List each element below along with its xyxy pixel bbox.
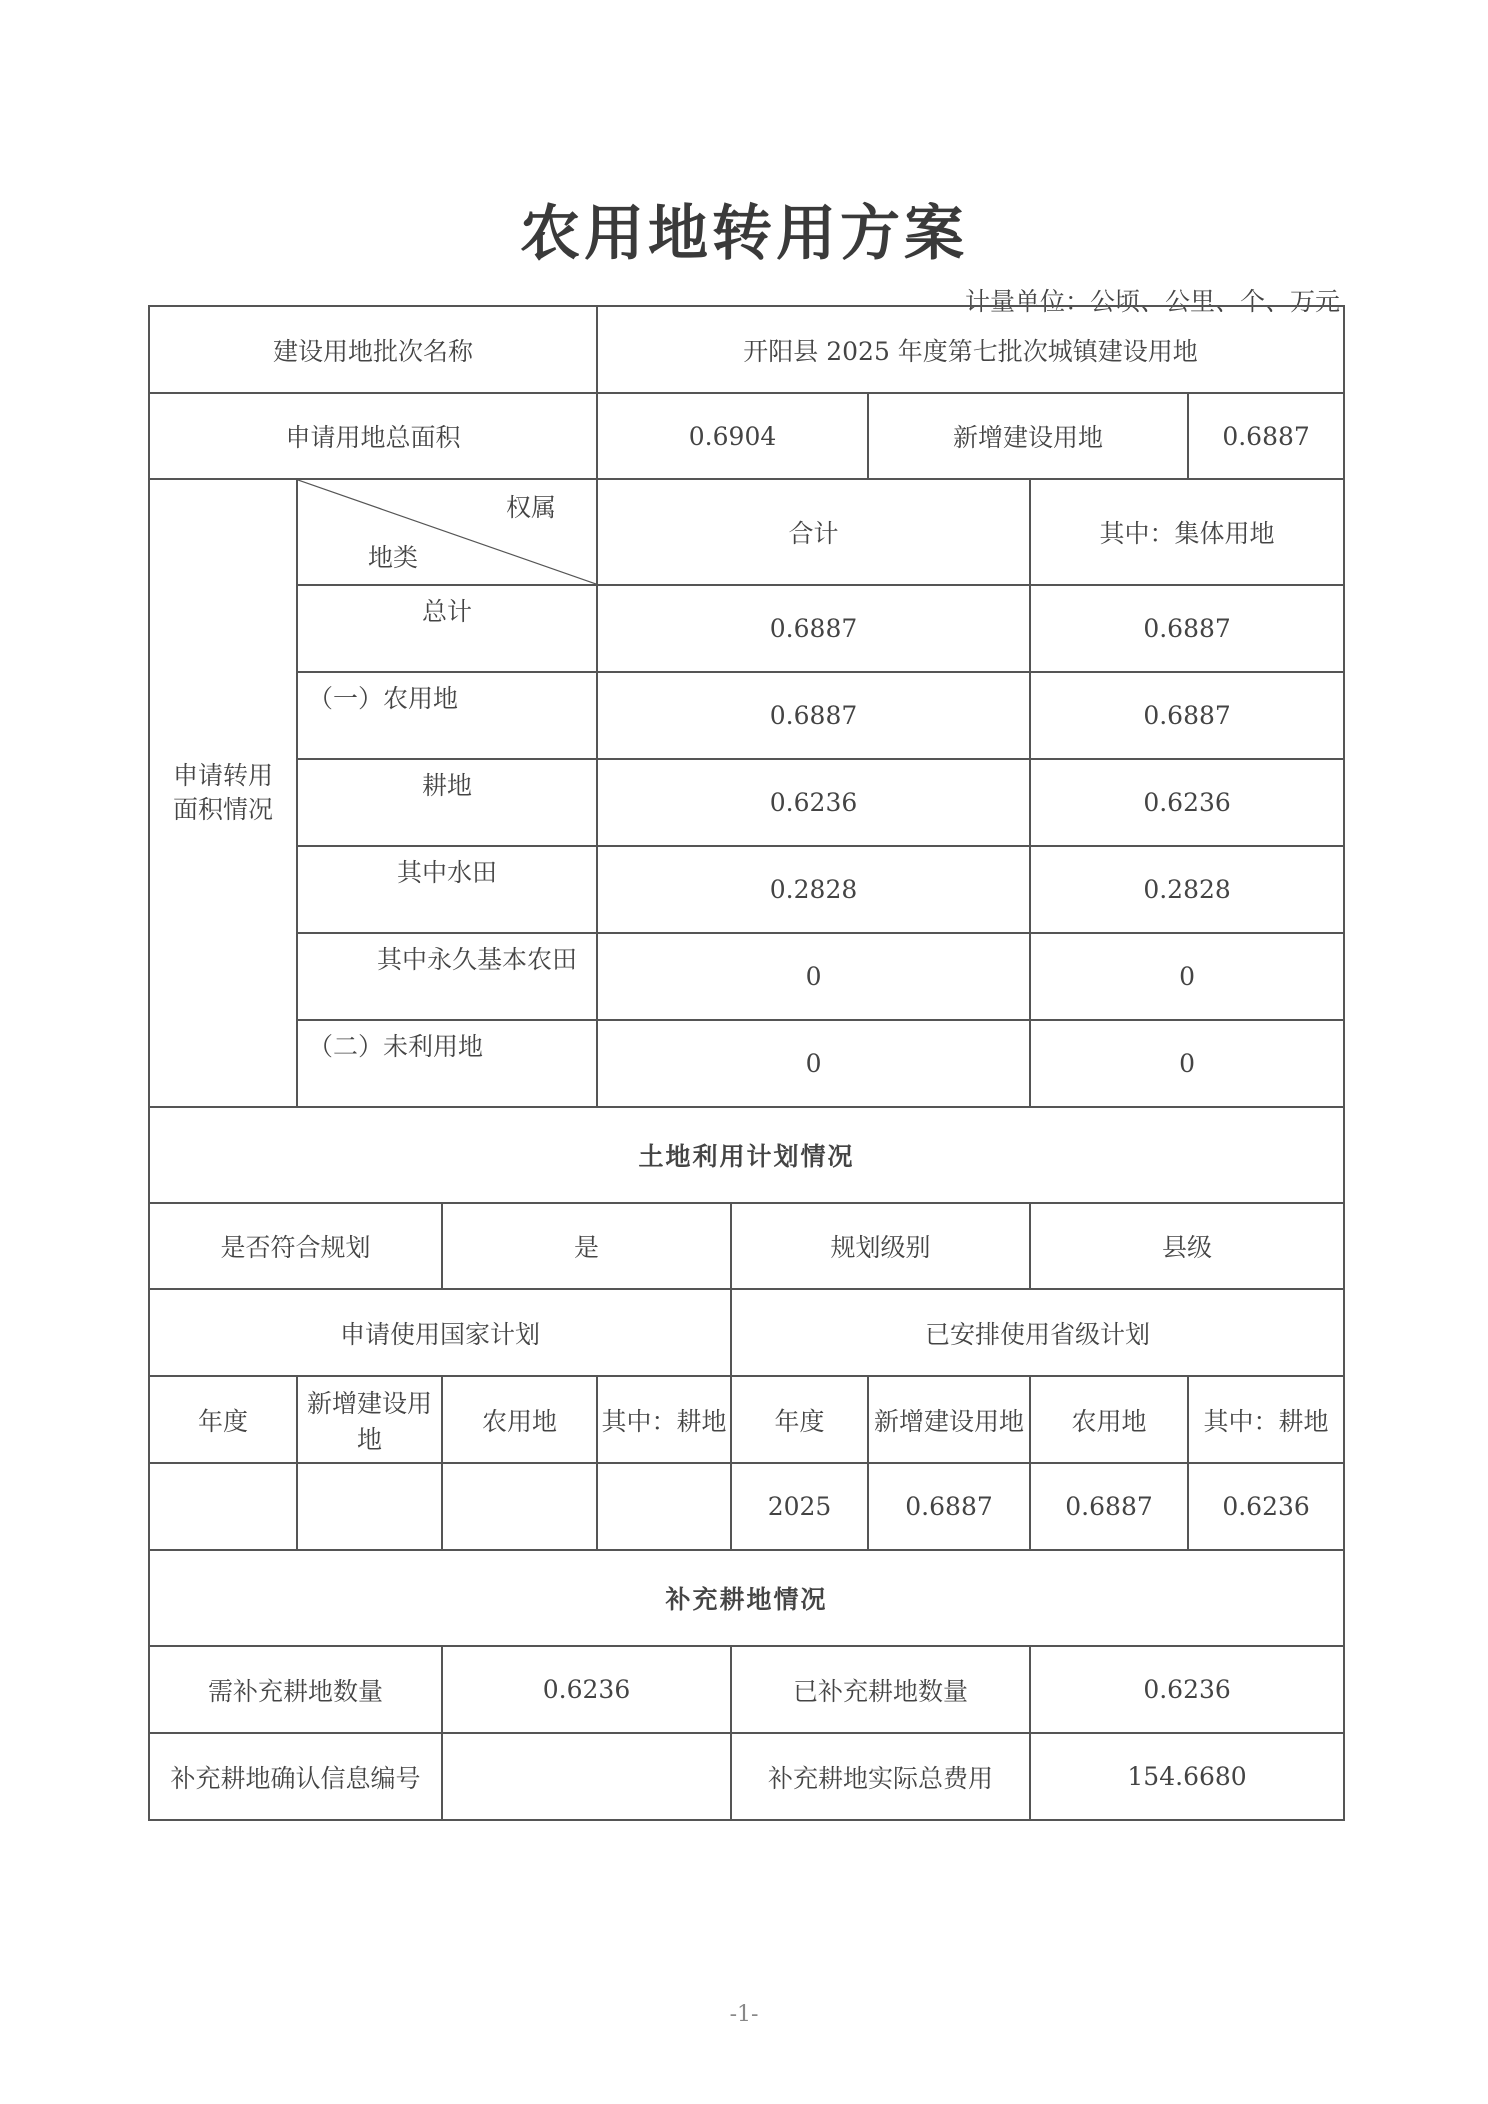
supplement-info-row (149, 1733, 1344, 1820)
provincial-arable-header: 其中：耕地 (1188, 1376, 1344, 1463)
row-collective-value: 0 (1030, 1020, 1344, 1107)
conversion-row (149, 585, 1344, 672)
row-label: （二）未利用地 (297, 1020, 597, 1107)
conform-label: 是否符合规划 (149, 1203, 442, 1289)
new-construction-label: 新增建设用地 (868, 393, 1188, 479)
unit-note: 计量单位：公顷、公里、个、万元 (964, 287, 1340, 316)
provincial-new-value: 0.6887 (868, 1463, 1030, 1550)
new-construction-value: 0.6887 (1188, 393, 1344, 479)
conversion-row (149, 1020, 1344, 1107)
plan-header-row (149, 1289, 1344, 1376)
provincial-year-header: 年度 (731, 1376, 868, 1463)
supplement-section-row (149, 1550, 1344, 1646)
supplement-section-title: 补充耕地情况 (149, 1550, 1344, 1646)
national-agri-header: 农用地 (442, 1376, 597, 1463)
conversion-header-row (149, 479, 1344, 585)
national-new-value (297, 1463, 442, 1550)
batch-row (149, 306, 1344, 393)
confirm-number-value (442, 1733, 731, 1820)
ownership-header: 权属 (506, 493, 557, 522)
need-supplement-label: 需补充耕地数量 (149, 1646, 442, 1733)
row-label: 其中水田 (297, 846, 597, 933)
batch-name-label: 建设用地批次名称 (149, 306, 597, 393)
provincial-agri-value: 0.6887 (1030, 1463, 1188, 1550)
row-total-value: 0.6236 (597, 759, 1030, 846)
national-arable-value (597, 1463, 731, 1550)
national-new-header: 新增建设用地 (297, 1376, 442, 1463)
need-supplement-value: 0.6236 (442, 1646, 731, 1733)
provincial-agri-header: 农用地 (1030, 1376, 1188, 1463)
confirm-number-label: 补充耕地确认信息编号 (149, 1733, 442, 1820)
row-total-value: 0.2828 (597, 846, 1030, 933)
row-label: 其中永久基本农田 (297, 933, 597, 1020)
done-supplement-label: 已补充耕地数量 (731, 1646, 1030, 1733)
plan-column-header-row (149, 1376, 1344, 1463)
conform-value: 是 (442, 1203, 731, 1289)
category-header: 地类 (368, 543, 419, 572)
national-year-header: 年度 (149, 1376, 297, 1463)
row-label: 耕地 (297, 759, 597, 846)
total-area-label: 申请用地总面积 (149, 393, 597, 479)
national-year-value (149, 1463, 297, 1550)
conversion-row (149, 759, 1344, 846)
row-collective-value: 0.6236 (1030, 759, 1344, 846)
national-agri-value (442, 1463, 597, 1550)
total-cost-value: 154.6680 (1030, 1733, 1344, 1820)
conversion-row (149, 846, 1344, 933)
row-total-value: 0.6887 (597, 585, 1030, 672)
conform-row (149, 1203, 1344, 1289)
conversion-row (149, 933, 1344, 1020)
total-area-value: 0.6904 (597, 393, 868, 479)
row-collective-value: 0.6887 (1030, 585, 1344, 672)
provincial-year-value: 2025 (731, 1463, 868, 1550)
plan-level-value: 县级 (1030, 1203, 1344, 1289)
provincial-plan-label: 已安排使用省级计划 (731, 1289, 1344, 1376)
total-cost-label: 补充耕地实际总费用 (731, 1733, 1030, 1820)
row-total-value: 0.6887 (597, 672, 1030, 759)
area-row (149, 393, 1344, 479)
row-label: （一）农用地 (297, 672, 597, 759)
batch-name-value: 开阳县 2025 年度第七批次城镇建设用地 (597, 306, 1344, 393)
national-plan-label: 申请使用国家计划 (149, 1289, 731, 1376)
conversion-group-label: 申请转用面积情况 (149, 479, 297, 1107)
provincial-new-header: 新增建设用地 (868, 1376, 1030, 1463)
land-plan-section-title: 土地利用计划情况 (149, 1107, 1344, 1203)
national-arable-header: 其中：耕地 (597, 1376, 731, 1463)
supplement-quantity-row (149, 1646, 1344, 1733)
page-number: -1- (729, 2002, 759, 2027)
provincial-arable-value: 0.6236 (1188, 1463, 1344, 1550)
plan-level-label: 规划级别 (731, 1203, 1030, 1289)
done-supplement-value: 0.6236 (1030, 1646, 1344, 1733)
total-column-header: 合计 (597, 479, 1030, 585)
row-collective-value: 0.2828 (1030, 846, 1344, 933)
conversion-row (149, 672, 1344, 759)
row-collective-value: 0.6887 (1030, 672, 1344, 759)
diagonal-header-cell (297, 479, 597, 585)
land-conversion-form (148, 305, 1345, 1821)
collective-column-header: 其中：集体用地 (1030, 479, 1344, 585)
plan-section-row (149, 1107, 1344, 1203)
row-label: 总计 (297, 585, 597, 672)
document-title: 农用地转用方案 (520, 199, 968, 269)
row-total-value: 0 (597, 1020, 1030, 1107)
row-total-value: 0 (597, 933, 1030, 1020)
plan-value-row (149, 1463, 1344, 1550)
row-collective-value: 0 (1030, 933, 1344, 1020)
